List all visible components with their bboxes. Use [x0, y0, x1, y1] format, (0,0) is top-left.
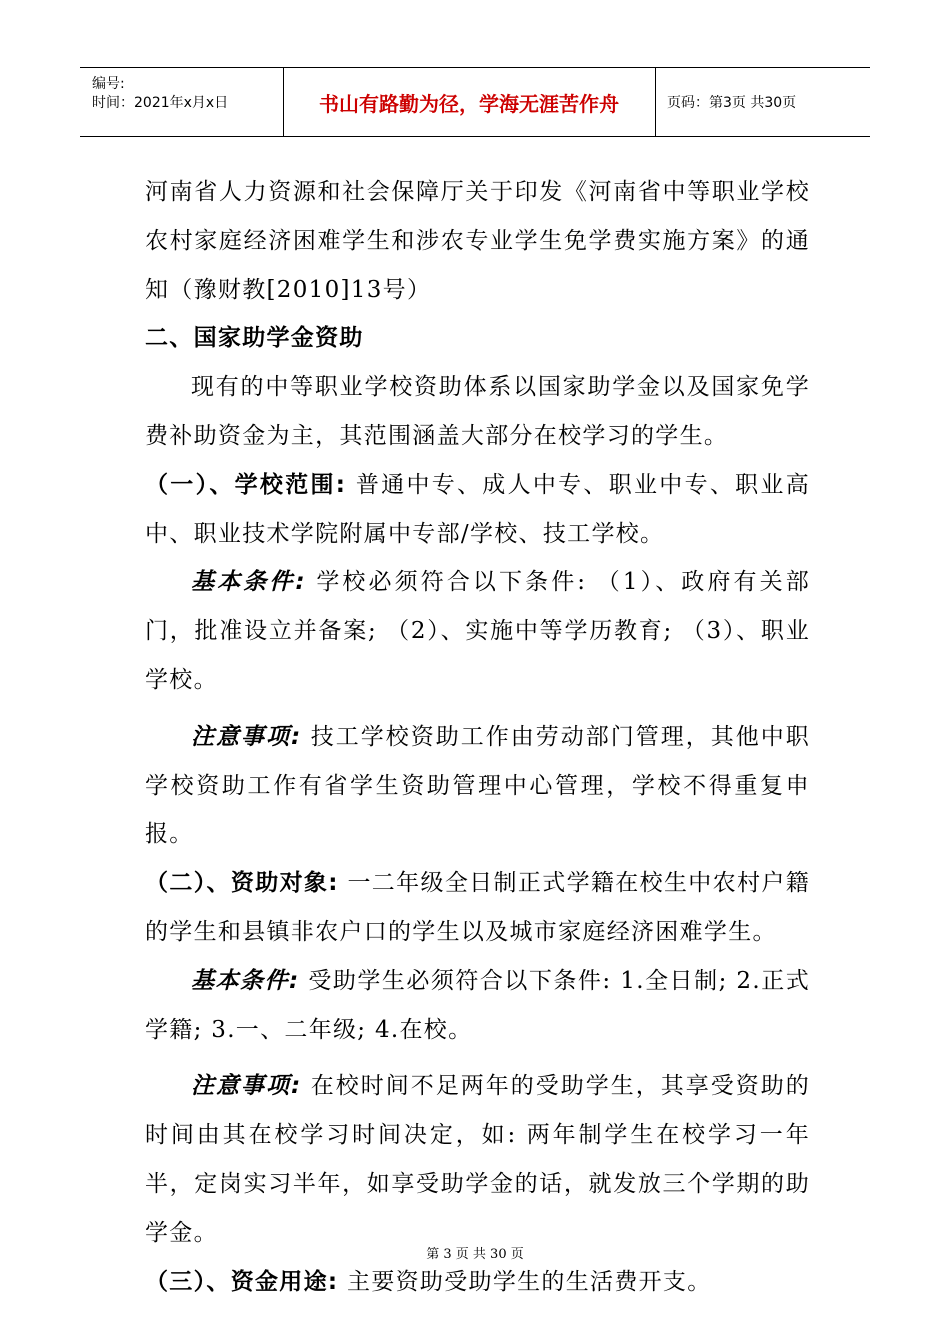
- condition-paragraph: [145, 558, 810, 704]
- item-label: （二）、资助对象:: [145, 870, 339, 897]
- condition-text: 受助学生必须符合以下条件: 1.全日制; 2.正式学籍; 3.一、二年级; 4.在校。: [145, 967, 810, 1043]
- item-fund-usage: [145, 1258, 810, 1307]
- header-motto: 书山有路勤为径，学海无涯苦作舟: [283, 68, 656, 136]
- item-label: （一）、学校范围:: [145, 471, 347, 498]
- intro-paragraph: 河南省人力资源和社会保障厅关于印发《河南省中等职业学校农村家庭经济困难学生和涉农专业学生免学费实施方案》的通知（豫财教[2010]13号）: [145, 179, 810, 303]
- note-paragraph: [145, 1062, 810, 1257]
- condition-label: 基本条件:: [191, 967, 300, 994]
- condition-text: 学校必须符合以下条件: （1）、政府有关部门，批准设立并备案; （2）、实施中等学历教育; （3）、职业学校。: [145, 569, 810, 693]
- item-label: （三）、资金用途:: [145, 1268, 339, 1295]
- item-text: 普通中专、成人中专、职业中专、职业高中、职业技术学院附属中专部/学校、技工学校。: [145, 471, 811, 547]
- item-text: 主要资助受助学生的生活费开支。: [338, 1268, 712, 1295]
- item-text: 一二年级全日制正式学籍在校生中农村户籍的学生和县镇非农户口的学生以及城市家庭经济困难学生。: [145, 870, 810, 945]
- document-body: [145, 168, 810, 1306]
- item-school-scope: [145, 461, 810, 559]
- condition-paragraph: [145, 957, 810, 1055]
- section-intro: 现有的中等职业学校资助体系以国家助学金以及国家免学费补助资金为主，其范围涵盖大部分在校学习的学生。: [145, 374, 810, 449]
- section-title: 二、国家助学金资助: [145, 325, 364, 352]
- page-header: [80, 67, 870, 137]
- condition-label: 基本条件:: [191, 569, 306, 596]
- header-page-info: 页码：第3页 共30页: [667, 95, 797, 111]
- note-label: 注意事项:: [191, 723, 302, 750]
- note-paragraph: [145, 713, 810, 859]
- note-label: 注意事项:: [191, 1073, 302, 1100]
- note-text: 技工学校资助工作由劳动部门管理，其他中职学校资助工作有省学生资助管理中心管理，学校不得重复申报。: [145, 723, 810, 848]
- header-meta-cell: [80, 68, 284, 136]
- number-label: 编号:: [92, 76, 125, 92]
- page-footer: 第 3 页 共 30 页: [426, 1247, 524, 1262]
- note-text: 在校时间不足两年的受助学生，其享受资助的时间由其在校学习时间决定，如: 两年制学生在校学习一年半，定岗实习半年，如享受助学金的话，就发放三个学期的助学金。: [145, 1073, 810, 1246]
- item-recipients: [145, 859, 810, 957]
- time-label: 时间：2021年x月x日: [92, 95, 229, 111]
